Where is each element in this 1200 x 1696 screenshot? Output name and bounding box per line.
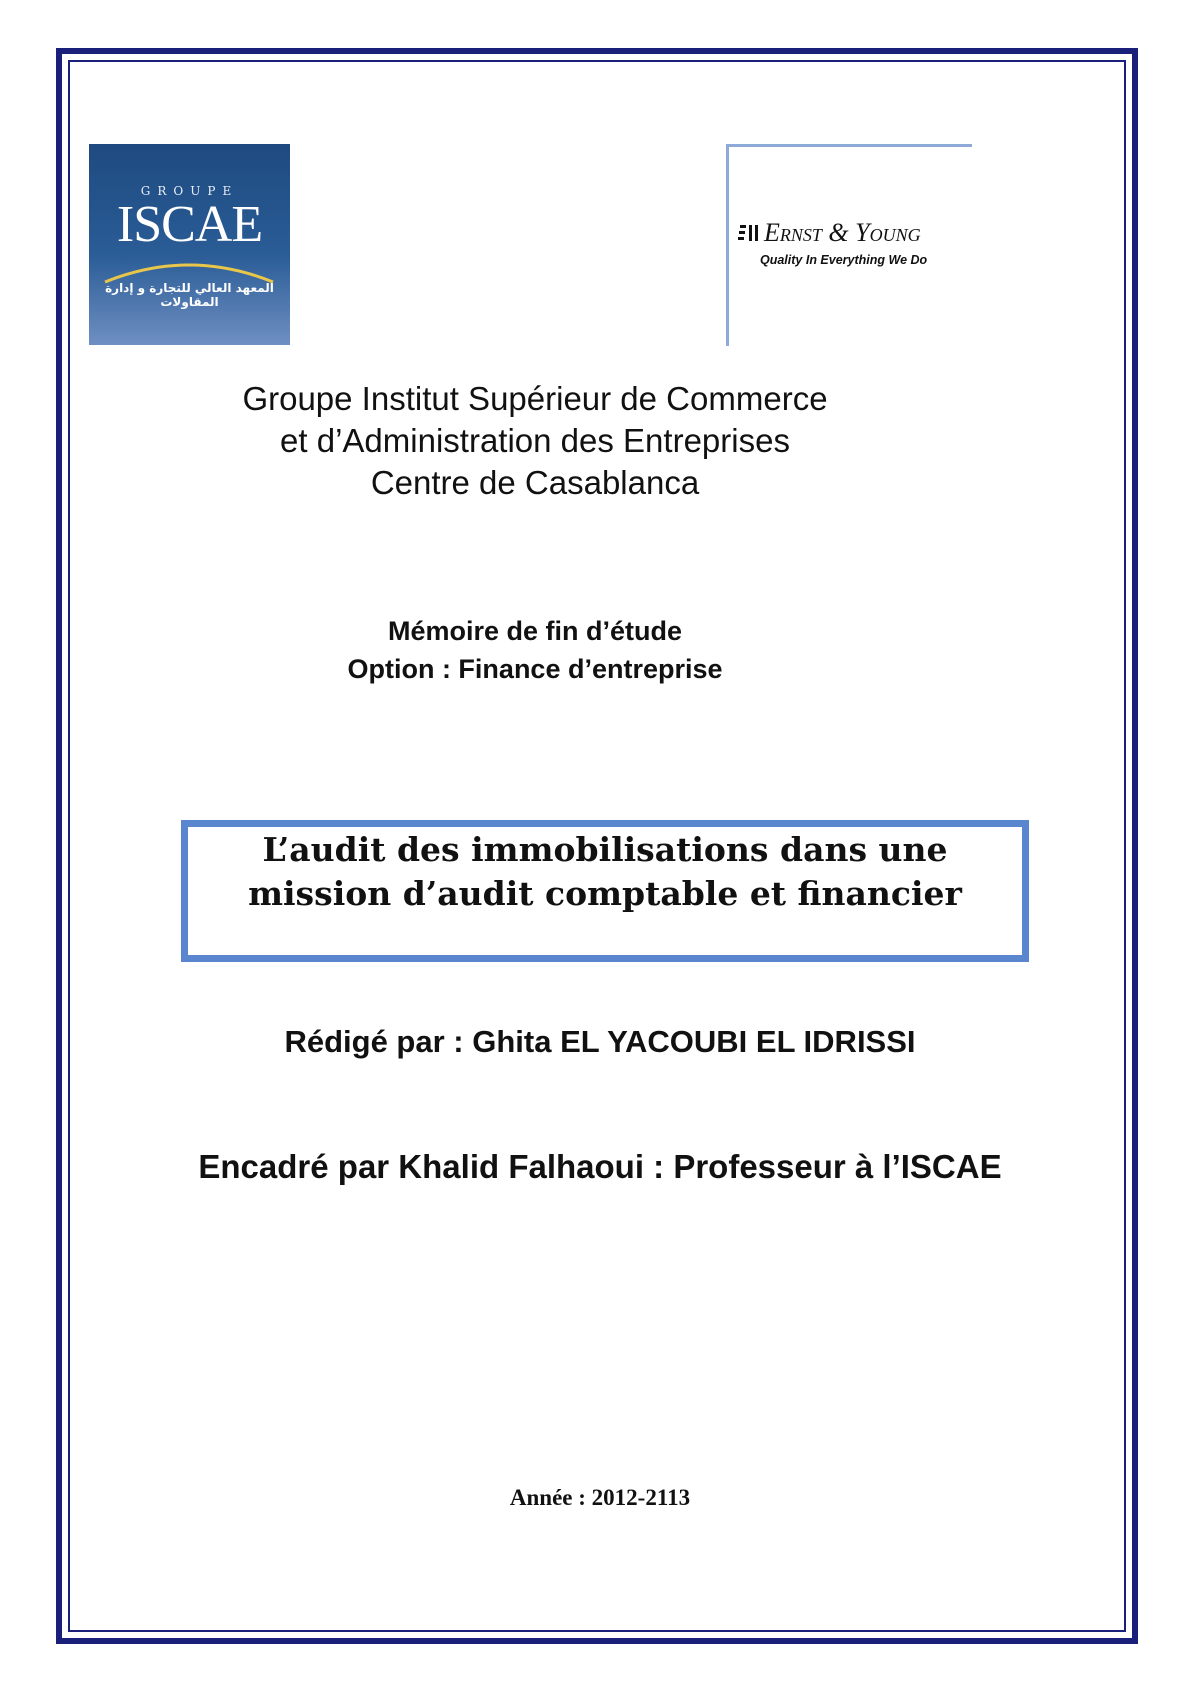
iscae-logo-groupe: GROUPE xyxy=(140,184,239,198)
institution-line-1: Groupe Institut Supérieur de Commerce xyxy=(242,380,828,417)
ernst-young-logo-name: Ernst & Young xyxy=(764,218,921,247)
iscae-logo-name: ISCAE xyxy=(116,196,263,253)
memoire-info xyxy=(100,612,970,688)
supervisor-line: Encadré par Khalid Falhaoui : Professeur à l’ISCAE xyxy=(198,1148,1002,1185)
iscae-logo xyxy=(89,144,290,345)
author-line: Rédigé par : Ghita EL YACOUBI EL IDRISSI xyxy=(284,1024,916,1059)
ernst-young-mark-icon xyxy=(738,224,760,242)
institution-line-2: et d’Administration des Entreprises xyxy=(280,422,790,459)
ernst-young-tagline: Quality In Everything We Do xyxy=(760,253,928,267)
thesis-title-line-2: mission d’audit comptable et financier xyxy=(248,874,962,913)
memoire-option: Option : Finance d’entreprise xyxy=(347,654,723,684)
thesis-title xyxy=(181,828,1029,916)
academic-year: Année : 2012-2113 xyxy=(509,1485,691,1510)
institution-name xyxy=(100,378,970,504)
thesis-title-line-1: L’audit des immobilisations dans une xyxy=(262,830,948,869)
iscae-logo-arabic: المعهد العالي للتجارة و إدارة المقاولات xyxy=(105,281,274,309)
institution-line-3: Centre de Casablanca xyxy=(370,464,700,501)
memoire-type: Mémoire de fin d’étude xyxy=(387,616,683,646)
